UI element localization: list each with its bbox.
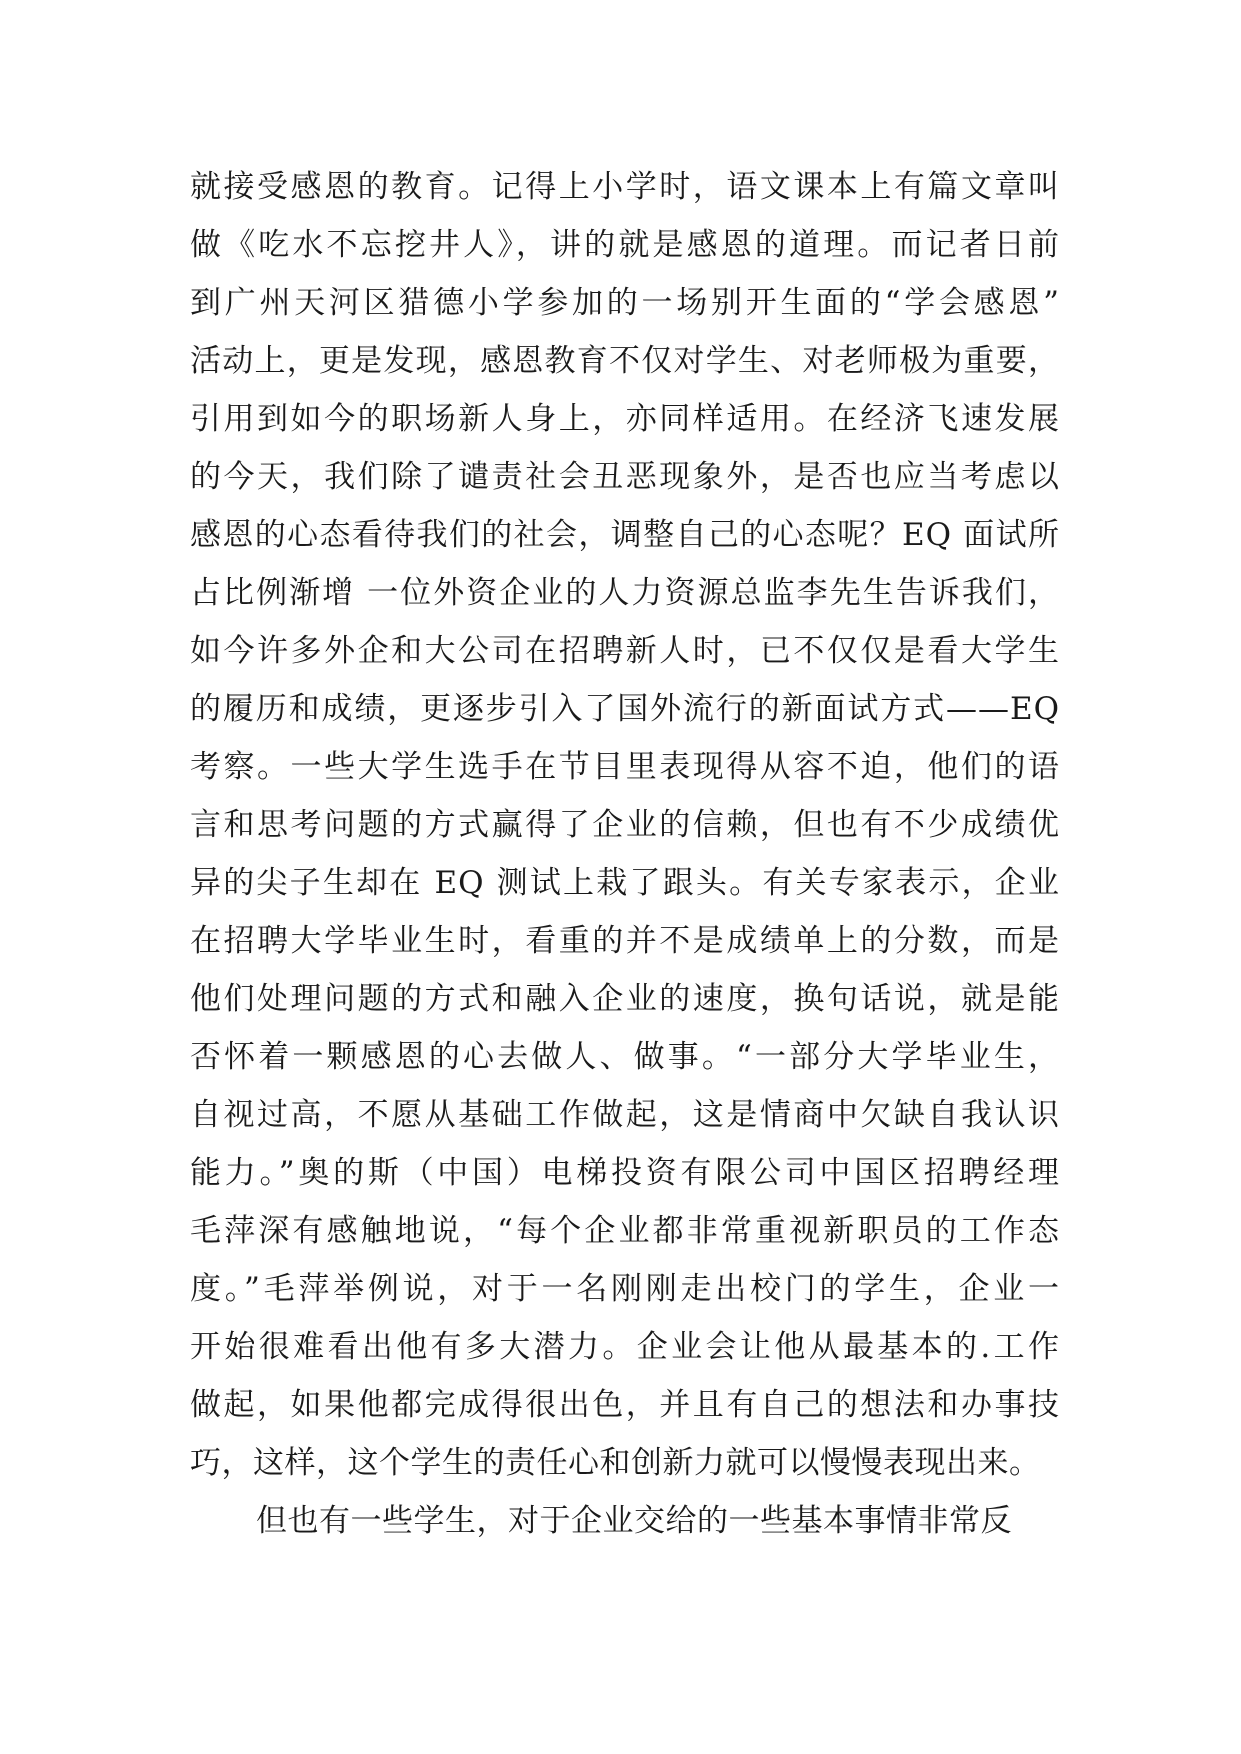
text-line: 毛萍深有感触地说，“每个企业都非常重视新职员的工作态 <box>190 1213 1060 1249</box>
text-line: 到广州天河区猎德小学参加的一场别开生面的“学会感恩” <box>190 285 1060 321</box>
text-line: 异的尖子生却在 EQ 测试上栽了跟头。有关专家表示，企业 <box>190 865 1060 901</box>
text-line: 考察。一些大学生选手在节目里表现得从容不迫，他们的语 <box>190 749 1060 785</box>
text-line: 巧，这样，这个学生的责任心和创新力就可以慢慢表现出来。 <box>190 1445 1041 1481</box>
text-line: 做起，如果他都完成得很出色，并且有自己的想法和办事技 <box>190 1387 1060 1423</box>
text-line: 他们处理问题的方式和融入企业的速度，换句话说，就是能 <box>190 981 1060 1017</box>
text-line: 活动上，更是发现，感恩教育不仅对学生、对老师极为重要， <box>190 343 1060 379</box>
text-line: 引用到如今的职场新人身上，亦同样适用。在经济飞速发展 <box>190 401 1060 437</box>
text-line: 的履历和成绩，更逐步引入了国外流行的新面试方式——EQ <box>190 691 1060 727</box>
text-line: 在招聘大学毕业生时，看重的并不是成绩单上的分数，而是 <box>190 923 1060 959</box>
text-line: 占比例渐增 一位外资企业的人力资源总监李先生告诉我们， <box>190 575 1060 611</box>
text-line: 的今天，我们除了谴责社会丑恶现象外，是否也应当考虑以 <box>190 459 1060 495</box>
text-line: 否怀着一颗感恩的心去做人、做事。“一部分大学毕业生， <box>190 1039 1060 1075</box>
text-line: 就接受感恩的教育。记得上小学时，语文课本上有篇文章叫 <box>190 169 1060 205</box>
text-line: 感恩的心态看待我们的社会，调整自己的心态呢？EQ 面试所 <box>190 517 1060 553</box>
text-line: 自视过高，不愿从基础工作做起，这是情商中欠缺自我认识 <box>190 1097 1060 1133</box>
text-line: 言和思考问题的方式赢得了企业的信赖，但也有不少成绩优 <box>190 807 1060 843</box>
text-line: 开始很难看出他有多大潜力。企业会让他从最基本的.工作 <box>190 1329 1060 1365</box>
body-text <box>190 158 1060 1550</box>
text-line: 度。”毛萍举例说，对于一名刚刚走出校门的学生，企业一 <box>190 1271 1060 1307</box>
text-line: 能力。”奥的斯（中国）电梯投资有限公司中国区招聘经理 <box>190 1155 1060 1191</box>
text-line: 如今许多外企和大公司在招聘新人时，已不仅仅是看大学生 <box>190 633 1060 669</box>
paragraph-start-line: 但也有一些学生，对于企业交给的一些基本事情非常反 <box>256 1503 1012 1539</box>
text-line: 做《吃水不忘挖井人》，讲的就是感恩的道理。而记者日前 <box>190 227 1060 263</box>
